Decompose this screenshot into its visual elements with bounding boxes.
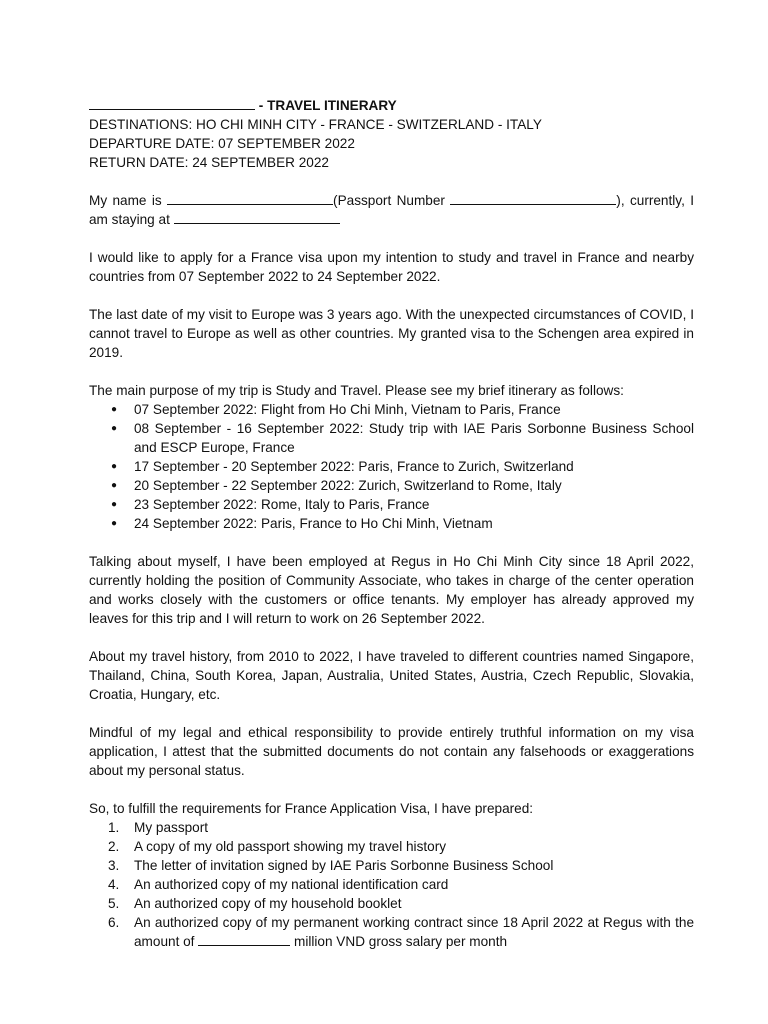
itinerary-item: ● 20 September - 22 September 2022: Zurich, Switzerland to Rome, Italy xyxy=(134,476,694,495)
requirement-number: 2. xyxy=(108,839,120,854)
requirement-text: A copy of my old passport showing my travel history xyxy=(134,839,447,854)
requirement-item xyxy=(108,875,694,894)
requirement-item xyxy=(108,837,694,856)
intro-my-name-label: My name is xyxy=(89,193,168,208)
intro-passport-label: (Passport Number xyxy=(333,193,451,208)
intro-currently-label: ), currently, I am staying at xyxy=(89,193,694,227)
travel-history-paragraph: About my travel history, from 2010 to 2022, I have traveled to different countries named Singapore, Thailand, China, South Korea, Japan, Australia, United States, Austria, Czech Republic, Slovakia, Croatia, Hungary, etc. xyxy=(89,649,694,702)
name-blank xyxy=(167,191,333,205)
prepared-paragraph: So, to fulfill the requirements for France Application Visa, I have prepared: xyxy=(89,801,534,816)
itinerary-item: ● 08 September - 16 September 2022: Study trip with IAE Paris Sorbonne Business School and ESCP Europe, France xyxy=(134,419,694,457)
requirement-text: An authorized copy of my household booklet xyxy=(134,896,402,911)
requirement-text: The letter of invitation signed by IAE Paris Sorbonne Business School xyxy=(134,858,554,873)
return-date-line: RETURN DATE: 24 SEPTEMBER 2022 xyxy=(89,155,329,170)
purpose-paragraph: The main purpose of my trip is Study and Travel. Please see my brief itinerary as follows: xyxy=(89,383,624,398)
requirement-number: 1. xyxy=(108,820,120,835)
title-text: - TRAVEL ITINERARY xyxy=(255,98,397,113)
requirement-item xyxy=(108,856,694,875)
requirement-item xyxy=(108,913,694,951)
requirement-item xyxy=(108,894,694,913)
departure-date-line: DEPARTURE DATE: 07 SEPTEMBER 2022 xyxy=(89,136,355,151)
requirement-number: 6. xyxy=(108,915,120,930)
employment-paragraph: Talking about myself, I have been employed at Regus in Ho Chi Minh City since 18 April 2022, currently holding the position of Community Associate, who takes in charge of the center operation and works closely with the customers or office tenants. My employer has already approved my leaves for this trip and I will return to work on 26 September 2022. xyxy=(89,554,694,626)
salary-amount-blank xyxy=(198,932,290,946)
passport-number-blank xyxy=(450,191,616,205)
intro-paragraph xyxy=(89,191,694,229)
requirement-number: 5. xyxy=(108,896,120,911)
itinerary-item: ● 24 September 2022: Paris, France to Ho Chi Minh, Vietnam xyxy=(134,514,694,533)
itinerary-list xyxy=(89,400,694,533)
document-title xyxy=(89,96,694,115)
address-blank xyxy=(174,210,340,224)
itinerary-item: ● 07 September 2022: Flight from Ho Chi Minh, Vietnam to Paris, France xyxy=(134,400,694,419)
name-blank-title xyxy=(89,96,255,110)
destinations-line: DESTINATIONS: HO CHI MINH CITY - FRANCE - SWITZERLAND - ITALY xyxy=(89,117,542,132)
requirement-text-before: An authorized copy of my permanent working contract since 18 April 2022 at Regus with the amount of xyxy=(134,915,694,949)
requirement-number: 3. xyxy=(108,858,120,873)
requirement-text-after: million VND gross salary per month xyxy=(290,934,508,949)
last-visit-paragraph: The last date of my visit to Europe was 3 years ago. With the unexpected circumstances of COVID, I cannot travel to Europe as well as other countries. My granted visa to the Schengen area expired in 2019. xyxy=(89,307,694,360)
requirement-text: An authorized copy of my national identification card xyxy=(134,877,449,892)
responsibility-paragraph: Mindful of my legal and ethical responsibility to provide entirely truthful information on my visa application, I attest that the submitted documents do not contain any falsehoods or exaggerations about my personal status. xyxy=(89,725,694,778)
itinerary-item: ● 23 September 2022: Rome, Italy to Paris, France xyxy=(134,495,694,514)
requirement-text: My passport xyxy=(134,820,209,835)
requirements-list xyxy=(89,818,694,951)
requirement-item xyxy=(108,818,694,837)
requirement-number: 4. xyxy=(108,877,120,892)
apply-paragraph: I would like to apply for a France visa upon my intention to study and travel in France and nearby countries from 07 September 2022 to 24 September 2022. xyxy=(89,250,694,284)
itinerary-item: ● 17 September - 20 September 2022: Paris, France to Zurich, Switzerland xyxy=(134,457,694,476)
